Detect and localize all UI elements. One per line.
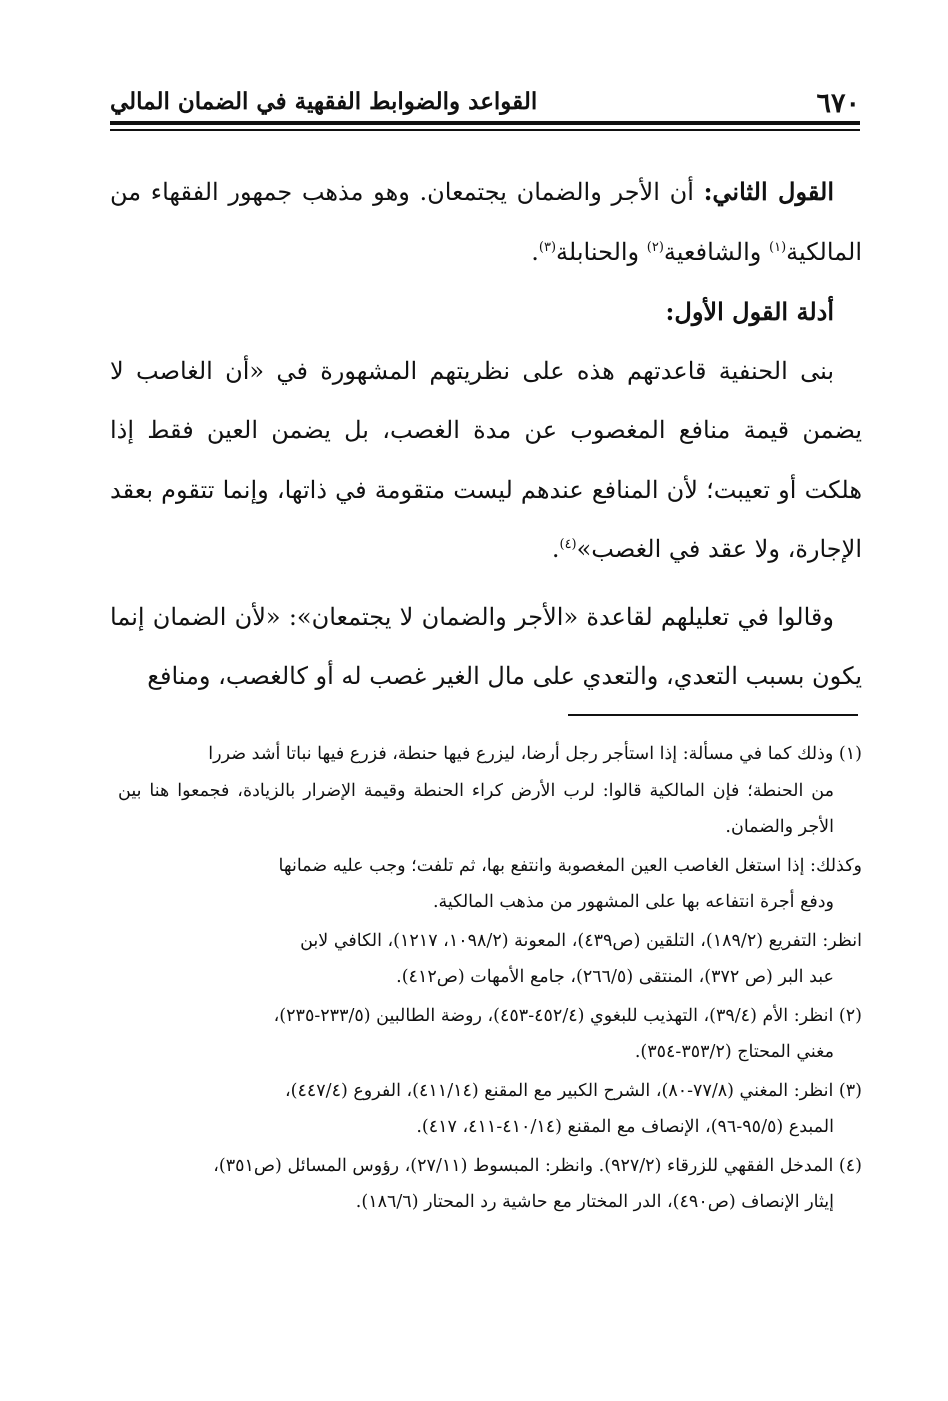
footnote-3	[118, 1073, 862, 1146]
footnote-continuation: مغني المحتاج (٣٥٣/٢-٣٥٤).	[634, 1042, 834, 1062]
running-header	[110, 88, 860, 122]
footnote-continuation: من الحنطة؛ فإن المالكية قالوا: لرب الأرض كراء الحنطة وقيمة الإضرار بالزيادة، فجمعوا هنا بين الأجر والضمان.	[118, 780, 834, 837]
footnote-ref-2: (٢)	[646, 239, 664, 255]
paragraph-hanafi-reasoning	[110, 588, 862, 707]
footnote-ref-1: (١)	[769, 239, 787, 255]
footnotes	[118, 736, 862, 1223]
footnote-line: (٤) المدخل الفقهي للزرقاء (٩٢٧/٢). وانظر: المبسوط (٢٧/١١)، رؤوس المسائل (ص٣٥١)،	[213, 1155, 862, 1176]
header-rule-thick	[110, 121, 860, 125]
header-rule-thin	[110, 129, 860, 131]
footnote-continuation: عبد البر (ص ٣٧٢)، المنتقى (٢٦٦/٥)، جامع الأمهات (ص٤١٢).	[396, 967, 834, 987]
p1-text-c: والحنابلة	[556, 237, 647, 266]
footnote-line: (٣) انظر: المغني (٧٧/٨-٨٠)، الشرح الكبير مع المقنع (٤١١/١٤)، الفروع (٤٤٧/٤)،	[284, 1080, 862, 1101]
running-title: القواعد والضوابط الفقهية في الضمان المالي	[110, 88, 538, 115]
paragraph-hanafi-basis	[110, 342, 862, 580]
footnote-1-continued	[118, 848, 862, 921]
footnote-continuation: ودفع أجرة انتفاعه بها على المشهور من مذهب المالكية.	[432, 892, 834, 912]
main-text	[110, 162, 862, 707]
second-opinion-label: القول الثاني:	[703, 177, 834, 206]
footnote-4	[118, 1148, 862, 1221]
p1-text-b: والشافعية	[663, 237, 770, 266]
p1-text-d: .	[531, 237, 539, 266]
footnote-separator	[568, 714, 858, 716]
section-heading: أدلة القول الأول:	[665, 297, 834, 326]
footnote-ref-4: (٤)	[559, 537, 577, 552]
footnote-1	[118, 736, 862, 846]
footnote-line: (١) وذلك كما في مسألة: إذا استأجر رجل أرضا، ليزرع فيها حنطة، فزرع فيها نباتا أشد ضررا	[208, 744, 862, 764]
footnote-continuation: إيثار الإنصاف (ص٤٩٠)، الدر المختار مع حاشية رد المحتار (١٨٦/٦).	[355, 1192, 834, 1212]
page-number: ٦٧٠	[816, 88, 860, 119]
p3-text: وقالوا في تعليلهم لقاعدة «الأجر والضمان لا يجتمعان»: «لأن الضمان إنما يكون بسبب التعدي، والتعدي على مال الغير غصب له أو كالغصب، ومنافع	[110, 602, 862, 690]
p2-text: بنى الحنفية قاعدتهم هذه على نظريتهم المشهورة في «أن الغاصب لا يضمن قيمة منافع المغصوب عن مدة الغصب، بل يضمن العين فقط إذا هلكت أو تعيبت؛ لأن المنافع عندهم ليست متقومة في ذاتها، وإنما تتقوم بعقد الإجارة، ولا عقد في الغصب»	[110, 356, 863, 563]
footnote-2	[118, 998, 862, 1071]
footnote-1-references	[118, 923, 862, 996]
footnote-line: (٢) انظر: الأم (٣٩/٤)، التهذيب للبغوي (٤٥٢/٤-٤٥٣)، روضة الطالبين (٢٣٣/٥-٢٣٥)،	[273, 1005, 862, 1026]
p2-end: .	[551, 535, 560, 563]
footnote-continuation: المبدع (٩٥/٥-٩٦)، الإنصاف مع المقنع (٤١٠/١٤-٤١١، ٤١٧).	[416, 1117, 834, 1137]
footnote-line: انظر: التفريع (١٨٩/٢)، التلقين (ص٤٣٩)، المعونة (١٠٩٨/٢، ١٢١٧)، الكافي لابن	[300, 930, 862, 951]
p1-text-a: أن الأجر والضمان يجتمعان. وهو مذهب جمهور الفقهاء من المالكية	[110, 178, 862, 266]
footnote-ref-3: (٣)	[538, 239, 557, 255]
paragraph-second-opinion	[110, 162, 862, 282]
footnote-line: وكذلك: إذا استغل الغاصب العين المغصوبة وانتفع بها، ثم تلفت؛ وجب عليه ضمانها	[278, 855, 862, 876]
